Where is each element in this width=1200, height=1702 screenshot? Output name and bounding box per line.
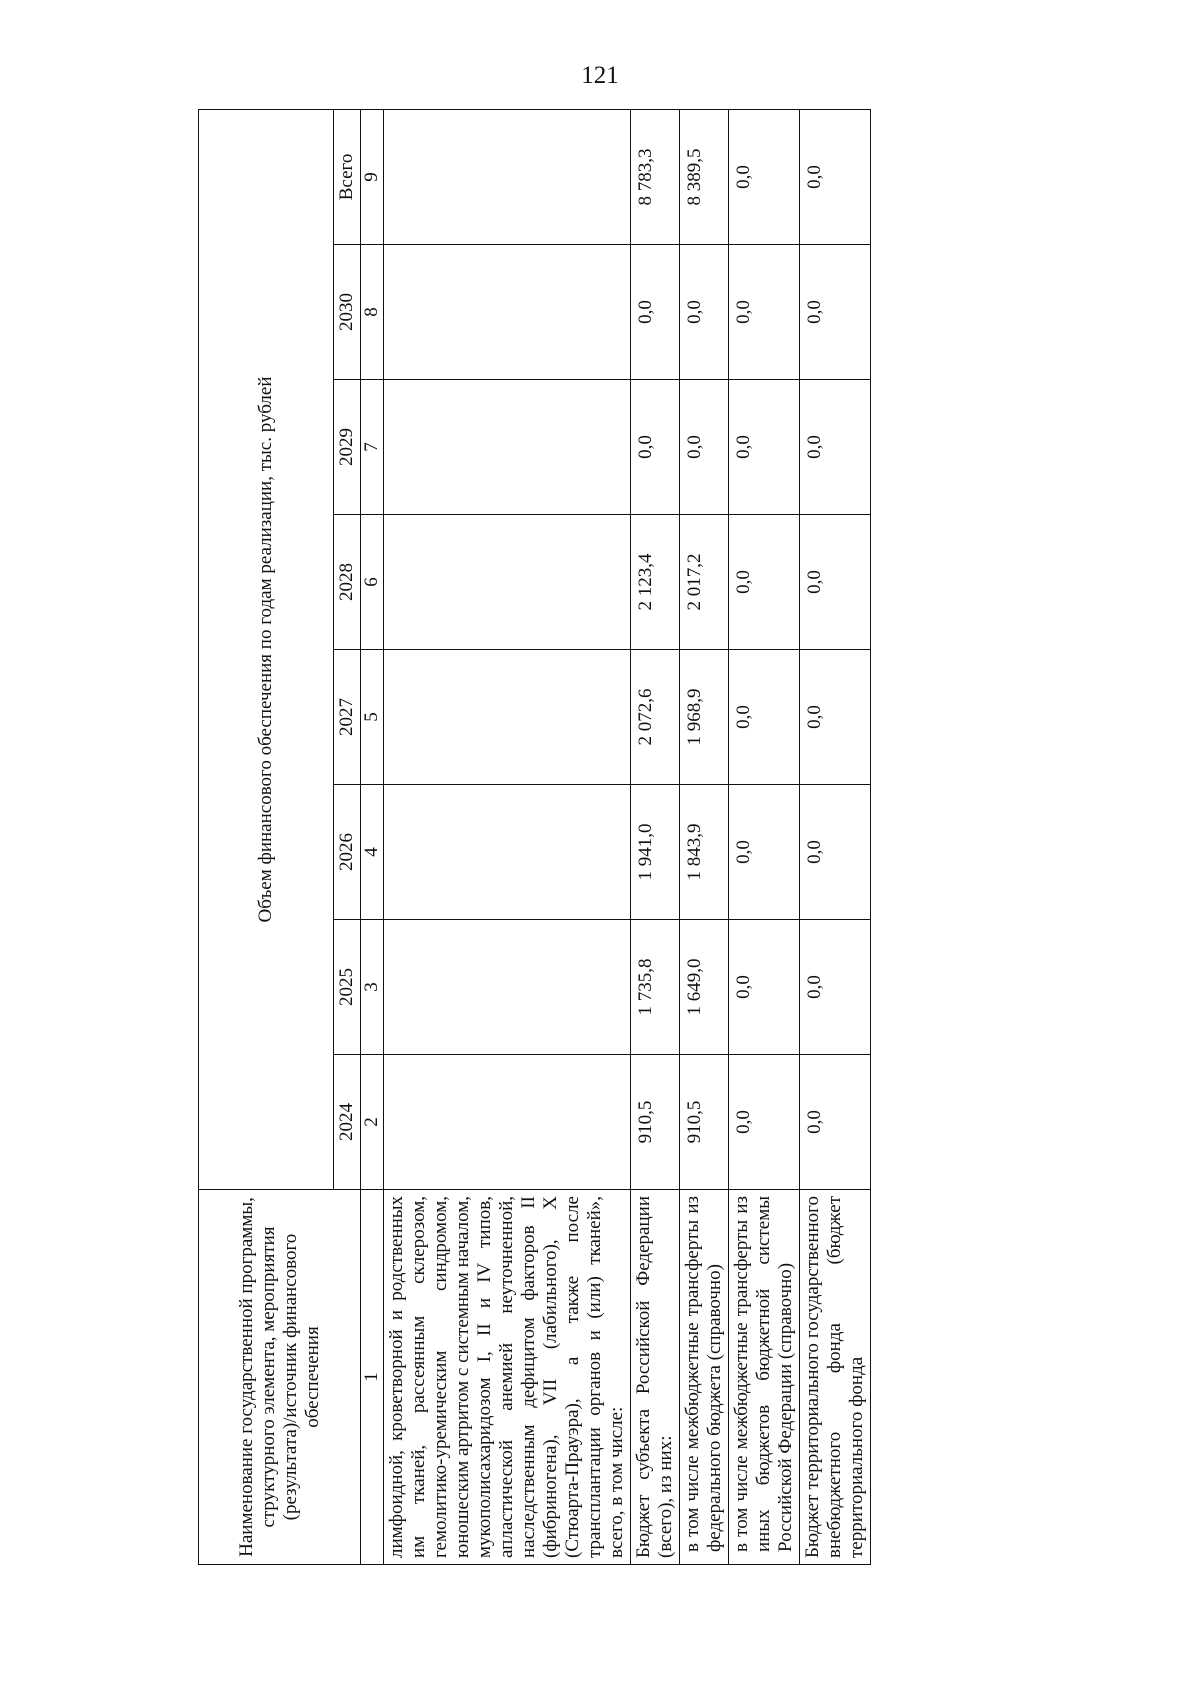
header-row-numbers <box>361 109 384 1564</box>
financing-table <box>198 109 871 1565</box>
cell-value: 8 389,5 <box>680 109 729 244</box>
row-label: лимфоидной, кроветворной и родственных им тканей, рассеянным склерозом, гемолитико-уремическим синдромом, юношеским артритом с системным началом, мукополисахаридозом I, II и IV типов, апластической анемией неуточненной, наследственным дефицитом факторов II (фибриногена), VII (лабильного), X (Стюарта-Прауэра), а также после трансплантации органов и (или) тканей», всего, в том числе: <box>384 1190 631 1565</box>
year-header: 2027 <box>334 650 361 785</box>
cell-value: 0,0 <box>631 245 680 380</box>
cell-value: 0,0 <box>800 245 871 380</box>
cell-value: 0,0 <box>729 245 800 380</box>
cell-value: 2 072,6 <box>631 650 680 785</box>
page-number: 121 <box>581 62 619 89</box>
table-wrapper <box>198 110 1110 1565</box>
cell-value: 0,0 <box>800 515 871 650</box>
year-header: 2024 <box>334 1055 361 1190</box>
table-row <box>631 109 680 1564</box>
column-number: 7 <box>361 380 384 515</box>
cell-value: 0,0 <box>729 920 800 1055</box>
cell-value <box>384 920 631 1055</box>
cell-value: 1 735,8 <box>631 920 680 1055</box>
cell-value: 1 649,0 <box>680 920 729 1055</box>
year-header: 2025 <box>334 920 361 1055</box>
row-label: в том числе межбюджетные трансферты из иных бюджетов бюджетной системы Российской Федерации (справочно) <box>729 1190 800 1565</box>
funding-group-header: Объем финансового обеспечения по годам реализации, тыс. рублей <box>199 109 334 1189</box>
cell-value: 0,0 <box>631 380 680 515</box>
year-header: 2026 <box>334 785 361 920</box>
cell-value <box>384 515 631 650</box>
cell-value: 0,0 <box>800 785 871 920</box>
column-number: 8 <box>361 245 384 380</box>
cell-value <box>384 650 631 785</box>
rotated-table-container <box>198 110 1110 1565</box>
cell-value <box>384 245 631 380</box>
cell-value <box>384 109 631 244</box>
row-label: Бюджет территориального государственного внебюджетного фонда (бюджет территориального фонда <box>800 1190 871 1565</box>
year-header: 2030 <box>334 245 361 380</box>
column-number: 2 <box>361 1055 384 1190</box>
name-column-header: Наименование государственной программы, структурного элемента, мероприятия (результата)/источник финансового обеспечения <box>199 1190 361 1565</box>
cell-value <box>384 785 631 920</box>
cell-value: 0,0 <box>800 920 871 1055</box>
cell-value: 1 968,9 <box>680 650 729 785</box>
total-header: Всего <box>334 109 361 244</box>
table-row <box>800 109 871 1564</box>
cell-value: 0,0 <box>729 109 800 244</box>
column-number: 6 <box>361 515 384 650</box>
cell-value <box>384 380 631 515</box>
row-label: Бюджет субъекта Российской Федерации (всего), из них: <box>631 1190 680 1565</box>
column-number: 3 <box>361 920 384 1055</box>
cell-value: 0,0 <box>729 650 800 785</box>
table-row <box>729 109 800 1564</box>
header-row-group <box>199 109 334 1564</box>
year-header: 2028 <box>334 515 361 650</box>
cell-value <box>384 1055 631 1190</box>
column-number: 4 <box>361 785 384 920</box>
column-number: 9 <box>361 109 384 244</box>
cell-value: 0,0 <box>680 245 729 380</box>
cell-value: 8 783,3 <box>631 109 680 244</box>
cell-value: 0,0 <box>729 785 800 920</box>
cell-value: 0,0 <box>800 380 871 515</box>
cell-value: 0,0 <box>800 650 871 785</box>
year-header: 2029 <box>334 380 361 515</box>
table-row <box>680 109 729 1564</box>
cell-value: 910,5 <box>680 1055 729 1190</box>
cell-value: 2 123,4 <box>631 515 680 650</box>
row-label: в том числе межбюджетные трансферты из федерального бюджета (справочно) <box>680 1190 729 1565</box>
cell-value: 1 843,9 <box>680 785 729 920</box>
cell-value: 0,0 <box>800 1055 871 1190</box>
cell-value: 0,0 <box>729 380 800 515</box>
column-number: 5 <box>361 650 384 785</box>
cell-value: 0,0 <box>800 109 871 244</box>
cell-value: 910,5 <box>631 1055 680 1190</box>
cell-value: 1 941,0 <box>631 785 680 920</box>
table-row <box>384 109 631 1564</box>
cell-value: 0,0 <box>680 380 729 515</box>
cell-value: 0,0 <box>729 515 800 650</box>
column-number: 1 <box>361 1190 384 1565</box>
cell-value: 0,0 <box>729 1055 800 1190</box>
cell-value: 2 017,2 <box>680 515 729 650</box>
